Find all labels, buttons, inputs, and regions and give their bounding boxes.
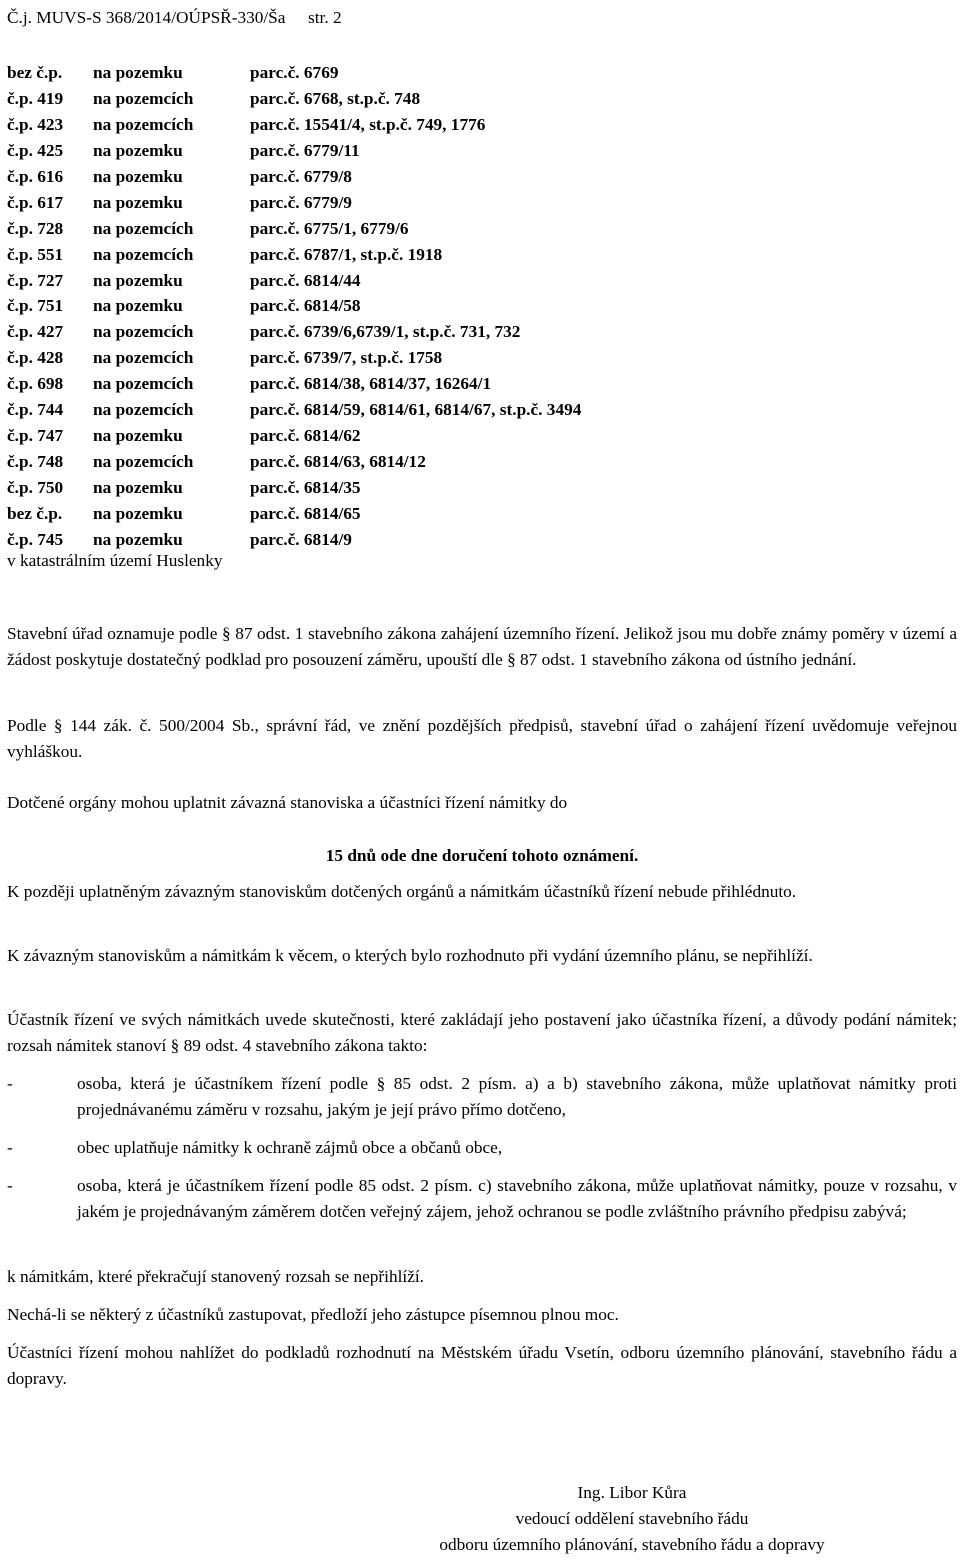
plot-location: na pozemcích <box>93 114 194 134</box>
plot-house-number: č.p. 745 <box>7 529 64 549</box>
plot-parcels: parc.č. 6814/38, 6814/37, 16264/1 <box>250 374 492 394</box>
plot-house-number: č.p. 425 <box>7 140 64 160</box>
paragraph-excess-objections: k námitkám, které překračují stanovený rozsah se nepřihlíží. <box>7 1267 425 1286</box>
plot-location: na pozemcích <box>93 374 194 394</box>
plot-location: na pozemcích <box>93 322 194 342</box>
plot-house-number: č.p. 423 <box>7 114 64 134</box>
paragraph-inspection: Účastníci řízení mohou nahlížet do podkladů rozhodnutí na Městském úřadu Vsetín, odboru územního plánování, stavebního řádu a dopravy. <box>7 1343 957 1388</box>
plot-parcels: parc.č. 6739/7, st.p.č. 1758 <box>250 348 443 368</box>
page-header <box>7 8 342 30</box>
plot-house-number: č.p. 617 <box>7 192 64 212</box>
signatory-role: vedoucí oddělení stavebního řádu <box>515 1509 749 1528</box>
plot-location: na pozemku <box>93 529 183 549</box>
plot-house-number: č.p. 728 <box>7 218 64 238</box>
plot-house-number: č.p. 748 <box>7 452 64 472</box>
signature-block <box>307 1480 957 1558</box>
paragraph-announcement: Stavební úřad oznamuje podle § 87 odst. 1 stavebního zákona zahájení územního řízení. Jelikož jsou mu dobře známy poměry v území a žádost poskytuje dostatečný podklad pro posouzení záměru, upouští dle § 87 odst. 1 stavebního zákona od ústního jednání. <box>7 624 957 669</box>
bullet-dash: - <box>7 1176 13 1195</box>
cadastral-area: v katastrálním území Huslenky <box>7 551 223 570</box>
plot-parcels: parc.č. 6814/35 <box>250 478 361 497</box>
plot-house-number: č.p. 698 <box>7 374 64 394</box>
bullet-dash: - <box>7 1074 13 1093</box>
plot-house-number: bez č.p. <box>7 503 63 523</box>
bullet-dash: - <box>7 1138 13 1157</box>
plot-parcels: parc.č. 6769 <box>250 63 339 82</box>
plot-parcels: parc.č. 6814/63, 6814/12 <box>250 452 426 472</box>
plot-house-number: č.p. 428 <box>7 348 64 368</box>
bullet-text: osoba, která je účastníkem řízení podle § 85 odst. 2 písm. a) a b) stavebního zákona, může uplatňovat námitky proti projednávanému záměru v rozsahu, jakým je její právo přímo dotčeno, <box>77 1074 957 1119</box>
paragraph-late-objections: K později uplatněným závazným stanoviskům dotčených orgánů a námitkám účastníků řízení nebude přihlédnuto. <box>7 882 797 901</box>
plot-location: na pozemcích <box>93 400 194 420</box>
deadline-text: 15 dnů ode dne doručení tohoto oznámení. <box>325 846 639 865</box>
plot-house-number: bez č.p. <box>7 63 63 82</box>
plot-location: na pozemku <box>93 166 183 186</box>
bullet-text: osoba, která je účastníkem řízení podle 85 odst. 2 písm. c) stavebního zákona, může uplatňovat námitky, pouze v rozsahu, v jakém je projednávaným záměrem dotčen veřejný zájem, jehož ochranou se podle zvláštního právního předpisu zabývá; <box>77 1176 957 1221</box>
plot-location: na pozemku <box>93 140 183 160</box>
plot-location: na pozemku <box>93 192 183 212</box>
plot-house-number: č.p. 727 <box>7 270 64 290</box>
page-number: str. 2 <box>308 8 342 27</box>
signatory-department: odboru územního plánování, stavebního řádu a dopravy <box>439 1535 825 1554</box>
paragraph-public-notice: Podle § 144 zák. č. 500/2004 Sb., správní řád, ve znění pozdějších předpisů, stavební úřad o zahájení řízení uvědomuje veřejnou vyhláškou. <box>7 716 957 761</box>
plot-parcels: parc.č. 6779/8 <box>250 166 352 186</box>
plot-parcels: parc.č. 6739/6,6739/1, st.p.č. 731, 732 <box>250 322 521 342</box>
plot-parcels: parc.č. 6775/1, 6779/6 <box>250 218 409 238</box>
signatory-name: Ing. Libor Kůra <box>577 1483 687 1502</box>
plot-location: na pozemku <box>93 503 183 523</box>
plot-parcels: parc.č. 6814/65 <box>250 503 361 523</box>
plot-house-number: č.p. 419 <box>7 88 64 108</box>
plot-parcels: parc.č. 6814/58 <box>250 296 361 316</box>
paragraph-zoning-plan: K závazným stanoviskům a námitkám k věcem, o kterých bylo rozhodnuto při vydání územního plánu, se nepřihlíží. <box>7 946 813 965</box>
plot-location: na pozemcích <box>93 218 194 238</box>
plot-location: na pozemku <box>93 426 183 446</box>
plot-location: na pozemcích <box>93 452 194 472</box>
plot-parcels: parc.č. 6814/9 <box>250 529 352 549</box>
plot-parcels: parc.č. 6787/1, st.p.č. 1918 <box>250 244 443 264</box>
plot-location: na pozemku <box>93 296 183 316</box>
plot-house-number: č.p. 750 <box>7 478 64 497</box>
paragraph-participant-objections: Účastník řízení ve svých námitkách uvede skutečnosti, které zakládají jeho postavení jako účastníka řízení, a důvody podání námitek; rozsah námitek stanoví § 89 odst. 4 stavebního zákona takto: <box>7 1010 957 1055</box>
plot-location: na pozemcích <box>93 348 194 368</box>
plot-location: na pozemcích <box>93 244 194 264</box>
plot-parcels: parc.č. 6779/9 <box>250 192 352 212</box>
plot-location: na pozemku <box>93 270 183 290</box>
plot-parcels: parc.č. 6814/59, 6814/61, 6814/67, st.p.č. 3494 <box>250 400 582 420</box>
plot-house-number: č.p. 551 <box>7 244 64 264</box>
plot-parcels: parc.č. 6768, st.p.č. 748 <box>250 88 421 108</box>
paragraph-representation: Nechá-li se některý z účastníků zastupovat, předloží jeho zástupce písemnou plnou moc. <box>7 1305 619 1324</box>
paragraph-deadline-intro: Dotčené orgány mohou uplatnit závazná stanoviska a účastníci řízení námitky do <box>7 793 568 812</box>
plot-location: na pozemku <box>93 478 183 497</box>
bullet-text: obec uplatňuje námitky k ochraně zájmů obce a občanů obce, <box>77 1138 503 1157</box>
plot-house-number: č.p. 427 <box>7 322 64 342</box>
document-page <box>7 0 957 1560</box>
plot-parcels: parc.č. 15541/4, st.p.č. 749, 1776 <box>250 114 486 134</box>
plot-location: na pozemcích <box>93 88 194 108</box>
plot-house-number: č.p. 616 <box>7 166 64 186</box>
reference-number: Č.j. MUVS-S 368/2014/OÚPSŘ-330/Ša <box>7 8 286 27</box>
plot-house-number: č.p. 744 <box>7 400 64 420</box>
plot-parcels: parc.č. 6779/11 <box>250 140 360 160</box>
plot-location: na pozemku <box>93 63 183 82</box>
plot-parcels: parc.č. 6814/44 <box>250 270 361 290</box>
plot-house-number: č.p. 747 <box>7 426 64 446</box>
plot-house-number: č.p. 751 <box>7 296 64 316</box>
plot-parcels: parc.č. 6814/62 <box>250 426 361 446</box>
